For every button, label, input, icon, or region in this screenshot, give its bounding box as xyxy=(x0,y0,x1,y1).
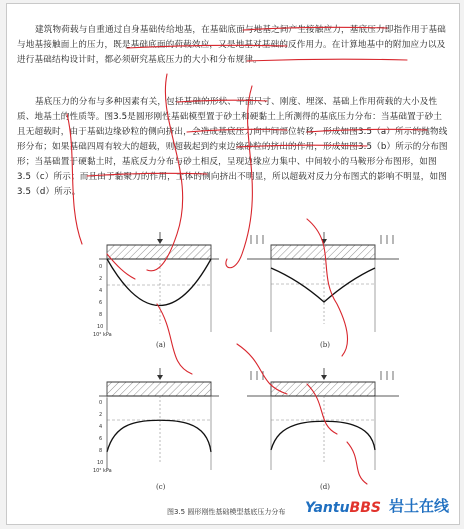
paragraph-intro: 建筑物荷载与自重通过自身基础传给地基，在基础底面与地基之间产生接触应力，基底压力即指作用于基础与地基接触面上的压力，既是基础底面的荷载效应，又是地基对基础的反作用力。在计算地基中的附加应力以及进行基础结构设计时，都必须研究基底压力的大小和分布规律。 xyxy=(17,24,446,65)
svg-text:4: 4 xyxy=(99,288,103,294)
subfig-label-b: (b) xyxy=(320,341,330,349)
axis-a xyxy=(93,262,112,338)
pressure-curve-c xyxy=(107,420,211,452)
subfig-label-c: (c) xyxy=(156,483,166,491)
watermark-yantu: Yantu xyxy=(304,500,350,516)
foundation-a xyxy=(107,245,211,259)
subfigure-d xyxy=(247,368,399,491)
svg-text:2: 2 xyxy=(99,276,103,282)
svg-text:10² kPa: 10² kPa xyxy=(93,468,112,474)
watermark-bbs: BBS xyxy=(349,500,381,516)
svg-text:2: 2 xyxy=(99,412,103,418)
subfigure-b xyxy=(247,232,399,349)
subfigure-c xyxy=(93,368,219,491)
svg-text:6: 6 xyxy=(99,436,103,442)
axis-c xyxy=(93,398,112,474)
foundation-c xyxy=(107,382,211,396)
foundation-d xyxy=(271,382,375,396)
subfigure-a xyxy=(93,232,219,349)
figure-3-5 xyxy=(7,232,459,524)
svg-text:4: 4 xyxy=(99,424,103,430)
pressure-curve-d xyxy=(271,421,375,450)
svg-text:0: 0 xyxy=(99,264,103,270)
subfig-label-d: (d) xyxy=(320,483,330,491)
document-page xyxy=(6,3,460,525)
svg-text:6: 6 xyxy=(99,300,103,306)
watermark-logo xyxy=(305,494,449,516)
svg-text:10² kPa: 10² kPa xyxy=(93,332,112,338)
figure-caption: 图3.5 圆形刚性基础模型基底压力分布 xyxy=(167,508,286,516)
svg-text:8: 8 xyxy=(99,312,103,318)
svg-text:10: 10 xyxy=(97,324,104,330)
watermark-chinese: 岩土在线 xyxy=(388,497,449,515)
svg-text:0: 0 xyxy=(99,400,103,406)
subfig-label-a: (a) xyxy=(156,341,166,349)
svg-text:8: 8 xyxy=(99,448,103,454)
pressure-curve-a xyxy=(107,259,211,306)
svg-text:10: 10 xyxy=(97,460,104,466)
paragraph-distribution: 基底压力的分布与多种因素有关，包括基础的形状、平面尺寸、刚度、埋深、基础上作用荷载的大小及性质、地基土的性质等。图3.5是圆形刚性基础模型置于砂土和硬黏土上所测得的基底压力分布：当基础置于砂土且无超载时，由于基础边缘砂粒的侧向挤出，会造成基底压力向中间部位转移，形成如图3.5（a）所示的抛物线形分布；如果基础四周有较大的超载，则超载起到约束边缘砂粒的挤出的作用，形成如图3.5（b）所示的分布图形；当基础置于硬黏土时，基底反力分布与砂土相反，呈现边缘应力集中、中间较小的马鞍形分布图形，如图3.5（c）所示；而且由于黏聚力的作用，土体的侧向挤出不明显，所以超载对反力分布图式的影响不明显，如图3.5（d）所示。 xyxy=(17,96,448,197)
pressure-curve-b xyxy=(271,268,375,302)
foundation-b xyxy=(271,245,375,259)
